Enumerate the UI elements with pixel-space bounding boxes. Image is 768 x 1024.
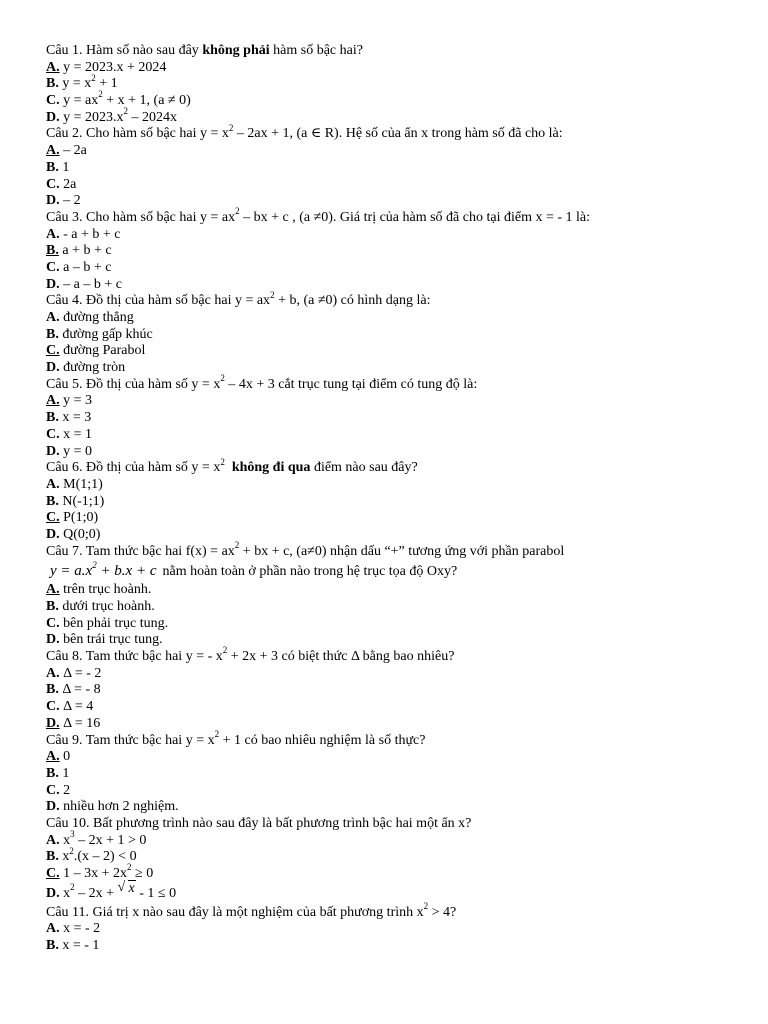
q3-option-d: D. – a – b + c	[46, 276, 122, 292]
q3-option-c: C. a – b + c	[46, 259, 112, 275]
q9-option-d: D. nhiều hơn 2 nghiệm.	[46, 799, 179, 815]
q1-option-c: C. $y = ax^2 + x + 1$, (a ≠ 0)	[46, 89, 191, 109]
q5-option-b: B. x = 3	[46, 410, 92, 426]
q8-option-d: D. Δ = 16	[46, 715, 101, 731]
question-10: Câu 10. Bất phương trình nào sau đây là bất phương trình bậc hai một ẩn x?	[46, 815, 472, 831]
question-2: Câu 2. Cho hàm số bậc hai $y = x^2 - 2ax + 1$, (a ∈ R). Hệ số của ẩn x trong hàm số đã cho là:	[46, 122, 563, 142]
q1-option-b: B. $y = x^2 + 1$	[46, 72, 118, 92]
q1-option-a: A. y = 2023.x + 2024	[46, 59, 167, 75]
q9-option-b: B. 1	[46, 765, 70, 781]
question-emphasis: không phải	[202, 43, 270, 58]
q7-option-c: C. bên phải trục tung.	[46, 615, 169, 631]
q3-option-b: B. a + b + c	[46, 243, 112, 259]
q10-option-c: C. $1 - 3x + 2x^2 \ge 0$	[46, 862, 154, 881]
q2-option-c: C. 2a	[46, 176, 77, 192]
q3-option-a: A. - a + b + c	[46, 226, 121, 242]
question-emphasis: không đi qua	[231, 460, 311, 476]
question-7: Câu 7. Tam thức bậc hai $f(x) = ax^2$ + bx + c, (a≠0) nhận dấu “+” tương ứng với phần parabol	[46, 539, 565, 559]
q4-option-c: C. đường Parabol	[46, 343, 146, 359]
q7-option-d: D. bên trái trục tung.	[46, 632, 163, 648]
q7-option-b: B. dưới trục hoành.	[46, 599, 155, 614]
q11-option-b: B. x = - 1	[46, 938, 100, 954]
q4-option-b: B. đường gấp khúc	[46, 326, 153, 342]
q4-option-d: D. đường tròn	[46, 360, 126, 376]
q2-option-d: D. – 2	[46, 193, 81, 209]
question-1	[46, 43, 728, 60]
question-5: Câu 5. Đồ thị của hàm số $y = x^2 - 4x + 3$ cắt trục tung tại điểm có tung độ là:	[46, 373, 478, 392]
q10-option-d: D. $x^2 - 2x$ + √ x - 1 ≤ 0	[46, 883, 728, 905]
question-7-continued: $y = a.x^2 + b.x + c$ nằm hoàn toàn ở phần nào trong hệ trục tọa độ Oxy?	[50, 560, 458, 580]
question-11: Câu 11. Giá trị x nào sau đây là một nghiệm của bất phương trình $x^2 > 4$?	[46, 901, 457, 920]
q10-option-a: A. $x^3 - 2x + 1 > 0$	[46, 828, 147, 848]
q8-option-b: B. Δ = - 8	[46, 682, 101, 698]
question-text: hàm số bậc hai?	[269, 43, 363, 58]
q6-option-b: B. N(-1;1)	[46, 493, 105, 509]
question-8: Câu 8. Tam thức bậc hai y = - $x^2 + 2x + 3$ có biệt thức Δ bằng bao nhiêu?	[46, 645, 455, 665]
q4-option-a: A. đường thẳng	[46, 310, 134, 325]
q2-option-a: A. – 2a	[46, 143, 87, 159]
question-text: Câu 1. Hàm số nào sau đây	[46, 43, 203, 58]
q5-option-d: D. y = 0	[46, 443, 93, 459]
q2-option-b: B. 1	[46, 159, 70, 175]
question-4: Câu 4. Đồ thị của hàm số bậc hai $y = ax^2 + b$, (a ≠0) có hình dạng là:	[46, 289, 431, 309]
question-9: Câu 9. Tam thức bậc hai $y = x^2 + 1$ có bao nhiêu nghiệm là số thực?	[46, 728, 426, 748]
q5-option-a: A. y = 3	[46, 393, 93, 409]
q8-option-a: A. Δ = - 2	[46, 665, 102, 681]
question-6: Câu 6. Đồ thị của hàm số $y = x^2$ không đi qua điểm nào sau đây?	[46, 456, 418, 476]
question-3: Câu 3. Cho hàm số bậc hai $y = ax^2$ – bx + c , (a ≠0). Giá trị của hàm số đã cho tại điểm x = - 1 là:	[46, 206, 591, 225]
q7-option-a: A. trên trục hoành.	[46, 582, 152, 598]
q6-option-c: C. P(1;0)	[46, 510, 99, 526]
q10-option-b: B. $x^2.(x - 2) < 0$	[46, 845, 137, 865]
parabol-formula: $y = a.x^2 + b.x + c$	[50, 560, 157, 580]
q1-option-d: D. $y = 2023.x^2 - 2024x$	[46, 106, 178, 125]
square-root-symbol: √ x	[118, 878, 136, 900]
q6-option-a: A. M(1;1)	[46, 476, 103, 492]
q9-option-c: C. 2	[46, 782, 71, 798]
q6-option-d: D. Q(0;0)	[46, 526, 101, 542]
q11-option-a: A. x = - 2	[46, 921, 101, 937]
q5-option-c: C. x = 1	[46, 426, 93, 442]
q9-option-a: A. 0	[46, 749, 71, 765]
q8-option-c: C. Δ = 4	[46, 699, 94, 715]
